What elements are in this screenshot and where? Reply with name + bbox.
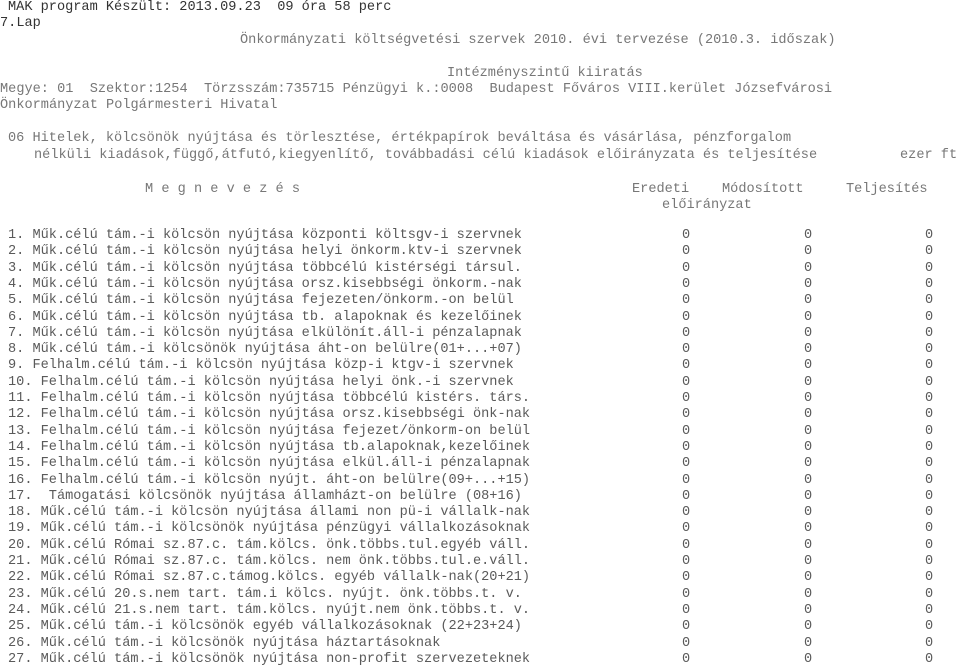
column-header-teljesites: Teljesítés	[846, 182, 928, 197]
row-modositott-value: 0	[804, 424, 813, 439]
row-label: 26. Műk.célú tám.-i kölcsönök nyújtása háztartásoknak	[8, 636, 441, 651]
row-teljesites-value: 0	[925, 619, 934, 634]
row-modositott-value: 0	[804, 261, 813, 276]
row-label: 27. Műk.célú tám.-i kölcsönök nyújtása non-profit szervezeteknek	[8, 652, 531, 667]
row-label: 7. Műk.célú tám.-i kölcsön nyújtása elkülönít.áll-i pénzalapnak	[8, 326, 522, 341]
row-label: 5. Műk.célú tám.-i kölcsön nyújtása fejezeten/önkorm.-on belül	[8, 293, 514, 308]
row-teljesites-value: 0	[925, 570, 934, 585]
row-teljesites-value: 0	[925, 587, 934, 602]
section-title-line1: 06 Hitelek, kölcsönök nyújtása és törlesztése, értékpapírok beváltása és vásárlása, pénzforgalom	[8, 131, 792, 146]
report-title: Önkormányzati költségvetési szervek 2010. évi tervezése (2010.3. időszak)	[240, 33, 836, 48]
row-label: 24. Műk.célú 21.s.nem tart. tám.kölcs. nyújt.nem önk.többs.t. v.	[8, 603, 531, 618]
row-eredeti-value: 0	[682, 261, 691, 276]
row-modositott-value: 0	[804, 310, 813, 325]
row-modositott-value: 0	[804, 538, 813, 553]
row-modositott-value: 0	[804, 244, 813, 259]
row-teljesites-value: 0	[925, 440, 934, 455]
row-label: 15. Felhalm.célú tám.-i kölcsön nyújtása elkül.áll-i pénzalapnak	[8, 456, 531, 471]
row-modositott-value: 0	[804, 228, 813, 243]
institution-name: Önkormányzat Polgármesteri Hivatal	[0, 98, 278, 113]
row-eredeti-value: 0	[682, 619, 691, 634]
row-modositott-value: 0	[804, 293, 813, 308]
column-header-eredeti: Eredeti	[632, 182, 690, 197]
row-modositott-value: 0	[804, 570, 813, 585]
row-teljesites-value: 0	[925, 538, 934, 553]
program-info: MÁK program Készült: 2013.09.23 09 óra 58 perc	[8, 0, 392, 15]
row-label: 4. Műk.célú tám.-i kölcsön nyújtása orsz.kisebbségi önkorm.-nak	[8, 277, 522, 292]
row-eredeti-value: 0	[682, 293, 691, 308]
row-modositott-value: 0	[804, 554, 813, 569]
row-teljesites-value: 0	[925, 244, 934, 259]
row-eredeti-value: 0	[682, 391, 691, 406]
row-eredeti-value: 0	[682, 407, 691, 422]
row-eredeti-value: 0	[682, 424, 691, 439]
report-subtitle: Intézményszintű kiiratás	[447, 66, 643, 81]
row-modositott-value: 0	[804, 505, 813, 520]
row-modositott-value: 0	[804, 456, 813, 471]
row-label: 21. Műk.célú Római sz.87.c. tám.kölcs. nem önk.többs.tul.e.váll.	[8, 554, 531, 569]
row-modositott-value: 0	[804, 603, 813, 618]
unit-label: ezer ft	[900, 148, 958, 163]
row-label: 9. Felhalm.célú tám.-i kölcsön nyújtása közp-i ktgv-i szervnek	[8, 358, 514, 373]
row-label: 14. Felhalm.célú tám.-i kölcsön nyújtása tb.alapoknak,kezelőinek	[8, 440, 531, 455]
row-modositott-value: 0	[804, 407, 813, 422]
row-teljesites-value: 0	[925, 326, 934, 341]
row-teljesites-value: 0	[925, 293, 934, 308]
column-header-eloiranyzat: előirányzat	[662, 198, 752, 213]
row-modositott-value: 0	[804, 391, 813, 406]
row-teljesites-value: 0	[925, 424, 934, 439]
row-eredeti-value: 0	[682, 587, 691, 602]
row-label: 1. Műk.célú tám.-i kölcsön nyújtása központi költsgv-i szervnek	[8, 228, 522, 243]
row-modositott-value: 0	[804, 440, 813, 455]
row-label: 8. Műk.célú tám.-i kölcsönök nyújtása áht-on belülre(01+...+07)	[8, 342, 522, 357]
row-modositott-value: 0	[804, 521, 813, 536]
row-eredeti-value: 0	[682, 342, 691, 357]
page-number: 7.Lap	[0, 16, 41, 31]
row-eredeti-value: 0	[682, 440, 691, 455]
row-teljesites-value: 0	[925, 521, 934, 536]
row-teljesites-value: 0	[925, 554, 934, 569]
row-label: 13. Felhalm.célú tám.-i kölcsön nyújtása fejezet/önkorm-on belül	[8, 424, 531, 439]
row-eredeti-value: 0	[682, 521, 691, 536]
row-label: 19. Műk.célú tám.-i kölcsönök nyújtása pénzügyi vállalkozásoknak	[8, 521, 531, 536]
row-modositott-value: 0	[804, 342, 813, 357]
row-modositott-value: 0	[804, 587, 813, 602]
row-teljesites-value: 0	[925, 603, 934, 618]
row-label: 10. Felhalm.célú tám.-i kölcsön nyújtása helyi önk.-i szervnek	[8, 375, 514, 390]
row-label: 12. Felhalm.célú tám.-i kölcsön nyújtása orsz.kisebbségi önk-nak	[8, 407, 531, 422]
row-eredeti-value: 0	[682, 326, 691, 341]
row-eredeti-value: 0	[682, 505, 691, 520]
row-eredeti-value: 0	[682, 375, 691, 390]
row-teljesites-value: 0	[925, 391, 934, 406]
institution-codes: Megye: 01 Szektor:1254 Törzsszám:735715 Pénzügyi k.:0008 Budapest Főváros VIII.kerület Józsefvárosi	[0, 82, 833, 97]
row-label: 25. Műk.célú tám.-i kölcsönök egyéb vállalkozásoknak (22+23+24)	[8, 619, 522, 634]
row-label: 18. Műk.célú tám.-i kölcsön nyújtása állami non pü-i vállalk-nak	[8, 505, 531, 520]
row-teljesites-value: 0	[925, 261, 934, 276]
row-modositott-value: 0	[804, 375, 813, 390]
row-teljesites-value: 0	[925, 228, 934, 243]
row-teljesites-value: 0	[925, 505, 934, 520]
row-eredeti-value: 0	[682, 652, 691, 667]
row-label: 23. Műk.célú 20.s.nem tart. tám.i kölcs. nyújt. önk.többs.t. v.	[8, 587, 522, 602]
row-eredeti-value: 0	[682, 554, 691, 569]
row-teljesites-value: 0	[925, 277, 934, 292]
row-modositott-value: 0	[804, 636, 813, 651]
row-teljesites-value: 0	[925, 358, 934, 373]
row-eredeti-value: 0	[682, 456, 691, 471]
row-modositott-value: 0	[804, 619, 813, 634]
row-teljesites-value: 0	[925, 652, 934, 667]
row-teljesites-value: 0	[925, 473, 934, 488]
column-header-megnevezes: M e g n e v e z é s	[145, 182, 300, 197]
row-eredeti-value: 0	[682, 603, 691, 618]
row-teljesites-value: 0	[925, 342, 934, 357]
row-modositott-value: 0	[804, 358, 813, 373]
row-eredeti-value: 0	[682, 310, 691, 325]
row-modositott-value: 0	[804, 277, 813, 292]
row-teljesites-value: 0	[925, 375, 934, 390]
row-label: 20. Műk.célú Római sz.87.c. tám.kölcs. önk.többs.tul.egyéb váll.	[8, 538, 531, 553]
row-label: 3. Műk.célú tám.-i kölcsön nyújtása többcélú kistérségi társul.	[8, 261, 522, 276]
row-eredeti-value: 0	[682, 228, 691, 243]
row-eredeti-value: 0	[682, 489, 691, 504]
row-teljesites-value: 0	[925, 489, 934, 504]
row-eredeti-value: 0	[682, 358, 691, 373]
row-eredeti-value: 0	[682, 244, 691, 259]
row-modositott-value: 0	[804, 489, 813, 504]
row-label: 11. Felhalm.célú tám.-i kölcsön nyújtása többcélú kistérs. társ.	[8, 391, 531, 406]
row-teljesites-value: 0	[925, 456, 934, 471]
row-teljesites-value: 0	[925, 636, 934, 651]
section-title-line2: nélküli kiadások,függő,átfutó,kiegyenlítő, továbbadási célú kiadások előirányzata és teljesítése	[34, 148, 818, 163]
row-teljesites-value: 0	[925, 407, 934, 422]
row-label: 2. Műk.célú tám.-i kölcsön nyújtása helyi önkorm.ktv-i szervnek	[8, 244, 522, 259]
row-label: 22. Műk.célú Római sz.87.c.támog.kölcs. egyéb vállalk-nak(20+21)	[8, 570, 531, 585]
row-modositott-value: 0	[804, 473, 813, 488]
row-label: 17. Támogatási kölcsönök nyújtása államházt-on belülre (08+16)	[8, 489, 522, 504]
row-eredeti-value: 0	[682, 277, 691, 292]
row-modositott-value: 0	[804, 326, 813, 341]
row-teljesites-value: 0	[925, 310, 934, 325]
column-header-modositott: Módosított	[722, 182, 804, 197]
row-eredeti-value: 0	[682, 636, 691, 651]
row-label: 6. Műk.célú tám.-i kölcsön nyújtása tb. alapoknak és kezelőinek	[8, 310, 522, 325]
row-label: 16. Felhalm.célú tám.-i kölcsön nyújt. áht-on belülre(09+...+15)	[8, 473, 531, 488]
row-modositott-value: 0	[804, 652, 813, 667]
row-eredeti-value: 0	[682, 473, 691, 488]
row-eredeti-value: 0	[682, 570, 691, 585]
row-eredeti-value: 0	[682, 538, 691, 553]
